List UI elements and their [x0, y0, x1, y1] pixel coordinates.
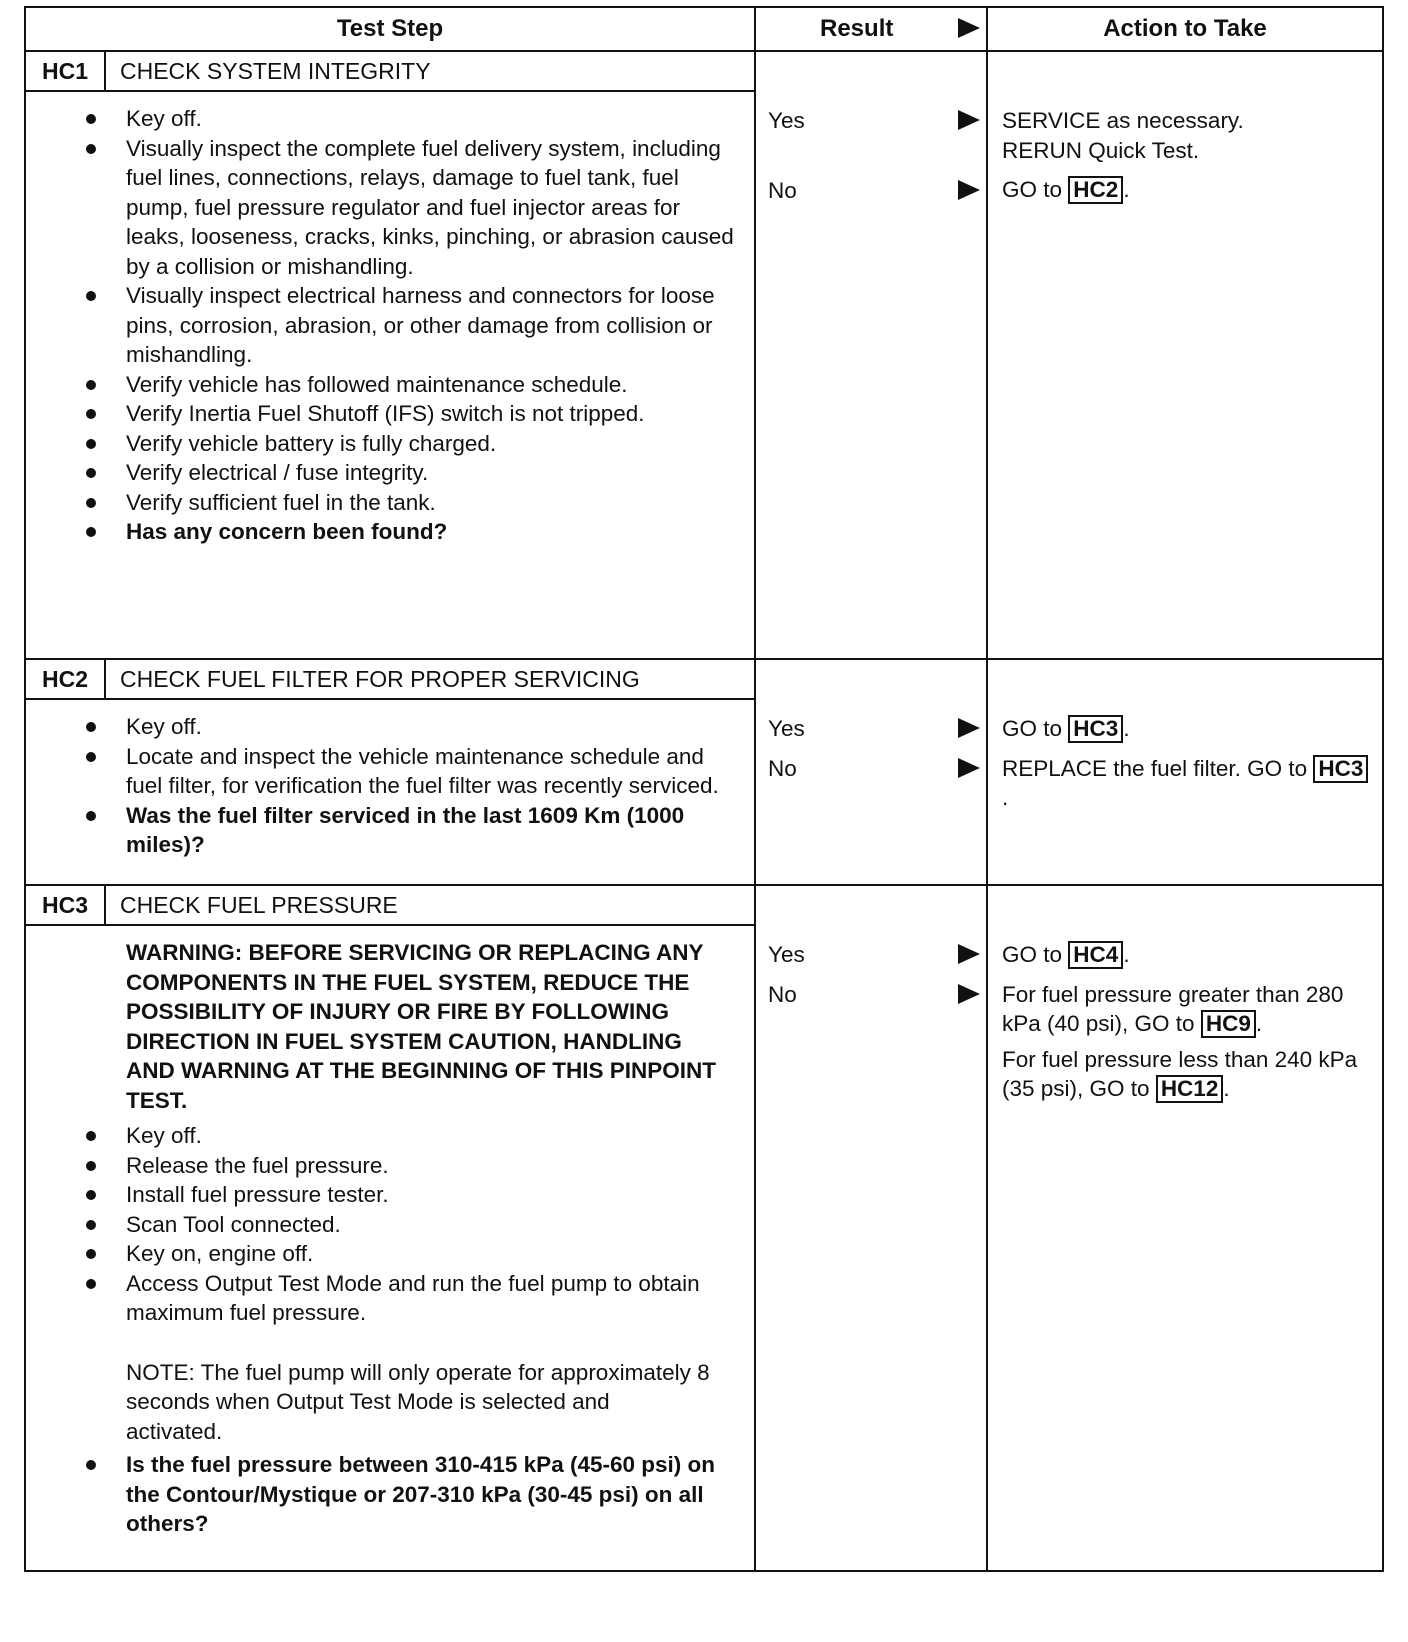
list-item: Scan Tool connected.: [126, 1210, 742, 1240]
list-item: Key off.: [126, 712, 742, 742]
list-item: Verify sufficient fuel in the tank.: [126, 488, 742, 518]
step-reference-link[interactable]: HC2: [1068, 176, 1123, 204]
list-item: Release the fuel pressure.: [126, 1151, 742, 1181]
step-reference-link[interactable]: HC4: [1068, 941, 1123, 969]
action-prefix: GO to: [1002, 716, 1063, 741]
result-cell: [756, 886, 988, 1570]
action-text: For fuel pressure greater than 280 kPa (40 psi), GO to HC9 .: [1002, 981, 1344, 1036]
arrow-right-icon: [958, 180, 980, 200]
result-no: [756, 176, 986, 206]
step-question: Is the fuel pressure between 310-415 kPa (45-60 psi) on the Contour/Mystique or 207-310 kPa (30-45 psi) on all others?: [126, 1450, 742, 1539]
step-id: HC1: [26, 52, 106, 90]
header-result: [756, 8, 988, 50]
result-label: No: [768, 177, 797, 203]
step-section-hc3: [26, 886, 1382, 1570]
list-item: Visually inspect the complete fuel delivery system, including fuel lines, connections, relays, damage to fuel tank, fuel pump, fuel pressure regulator and fuel injector areas for leaks, looseness, cracks, kinks, pinching, or abrasion caused by a collision or mishandling.: [126, 134, 742, 282]
list-item: Verify electrical / fuse integrity.: [126, 458, 742, 488]
arrow-right-icon: [958, 110, 980, 130]
action-cell: [988, 886, 1382, 1570]
action-prefix: GO to: [1002, 942, 1063, 967]
action-cell: [988, 660, 1382, 884]
action-text: For fuel pressure less than 240 kPa (35 psi), GO to HC12 .: [1002, 1046, 1358, 1101]
list-item: Visually inspect electrical harness and connectors for loose pins, corrosion, abrasion, or other damage from collision or mishandling.: [126, 281, 742, 370]
action-text: RERUN Quick Test.: [1002, 137, 1200, 163]
step-items: [26, 92, 754, 553]
action-prefix: REPLACE the fuel filter. GO to: [1002, 755, 1308, 781]
step-title: CHECK SYSTEM INTEGRITY: [120, 57, 431, 84]
action-text: REPLACE the fuel filter. GO to HC3.: [1002, 754, 1374, 813]
result-label: Yes: [768, 716, 805, 741]
step-reference-link[interactable]: HC9: [1201, 1010, 1256, 1038]
arrow-right-icon: [958, 18, 980, 38]
warning-text: WARNING: BEFORE SERVICING OR REPLACING ANY COMPONENTS IN THE FUEL SYSTEM, REDUCE THE POSSIBILITY OF INJURY OR FIRE BY FOLLOWING DIRECTION IN FUEL SYSTEM CAUTION, HANDLING AND WARNING AT THE BEGINNING OF THIS PINPOINT TEST.: [126, 940, 716, 1113]
action-text: GO to HC2 .: [1002, 177, 1130, 202]
step-items: [26, 700, 754, 866]
step-reference-link[interactable]: HC3: [1313, 755, 1368, 783]
result-cell: [756, 52, 988, 658]
step-title: CHECK FUEL PRESSURE: [120, 891, 398, 918]
list-item: Key off.: [126, 104, 742, 134]
header-test-step: Test Step: [26, 8, 756, 50]
result-label: No: [768, 981, 797, 1007]
arrow-right-icon: [958, 944, 980, 964]
result-label: No: [768, 755, 797, 781]
step-question: Was the fuel filter serviced in the last 1609 Km (1000 miles)?: [126, 801, 742, 860]
note-text: NOTE: The fuel pump will only operate for approximately 8 seconds when Output Test Mode is selected and activated.: [126, 1359, 710, 1444]
arrow-right-icon: [958, 758, 980, 778]
list-item: Install fuel pressure tester.: [126, 1180, 742, 1210]
step-title: CHECK FUEL FILTER FOR PROPER SERVICING: [120, 665, 640, 692]
step-cell: [26, 52, 756, 658]
result-no: [756, 980, 986, 1010]
result-cell: [756, 660, 988, 884]
list-item: Verify vehicle has followed maintenance schedule.: [126, 370, 742, 400]
result-yes: [756, 940, 986, 970]
arrow-right-icon: [958, 984, 980, 1004]
header-action: Action to Take: [1103, 15, 1267, 42]
header-result-label: Result: [820, 15, 894, 42]
list-item: Verify vehicle battery is fully charged.: [126, 429, 742, 459]
step-id: HC3: [26, 886, 106, 924]
list-item: Locate and inspect the vehicle maintenance schedule and fuel filter, for verification the fuel filter was recently serviced.: [126, 742, 742, 801]
step-cell: [26, 886, 756, 1570]
list-item: Verify Inertia Fuel Shutoff (IFS) switch is not tripped.: [126, 399, 742, 429]
list-item: Key off.: [126, 1121, 742, 1151]
result-label: Yes: [768, 942, 805, 967]
action-text: GO to HC4 .: [1002, 942, 1130, 967]
diagnostic-table: [24, 6, 1384, 1572]
action-prefix: GO to: [1002, 177, 1063, 202]
action-prefix: For fuel pressure greater than 280 kPa (40 psi), GO to: [1002, 981, 1344, 1036]
step-id: HC2: [26, 660, 106, 698]
result-yes: [756, 714, 986, 744]
step-reference-link[interactable]: HC12: [1156, 1075, 1224, 1103]
step-header: [26, 660, 754, 700]
step-items: [26, 1119, 754, 1545]
step-section-hc2: [26, 660, 1382, 886]
action-cell: [988, 52, 1382, 658]
step-header: [26, 886, 754, 926]
step-header: [26, 52, 754, 92]
step-reference-link[interactable]: HC3: [1068, 715, 1123, 743]
result-no: [756, 754, 986, 784]
result-label: Yes: [768, 108, 805, 133]
arrow-right-icon: [958, 718, 980, 738]
list-item: Key on, engine off.: [126, 1239, 742, 1269]
list-item: Access Output Test Mode and run the fuel pump to obtain maximum fuel pressure.: [126, 1269, 742, 1328]
step-cell: [26, 660, 756, 884]
action-text: SERVICE as necessary.: [1002, 108, 1244, 133]
action-prefix: For fuel pressure less than 240 kPa (35 psi), GO to: [1002, 1046, 1358, 1101]
result-yes: [756, 106, 986, 136]
step-section-hc1: [26, 52, 1382, 660]
action-text: GO to HC3 .: [1002, 716, 1130, 741]
table-header: [26, 8, 1382, 52]
step-question: Has any concern been found?: [126, 517, 742, 547]
